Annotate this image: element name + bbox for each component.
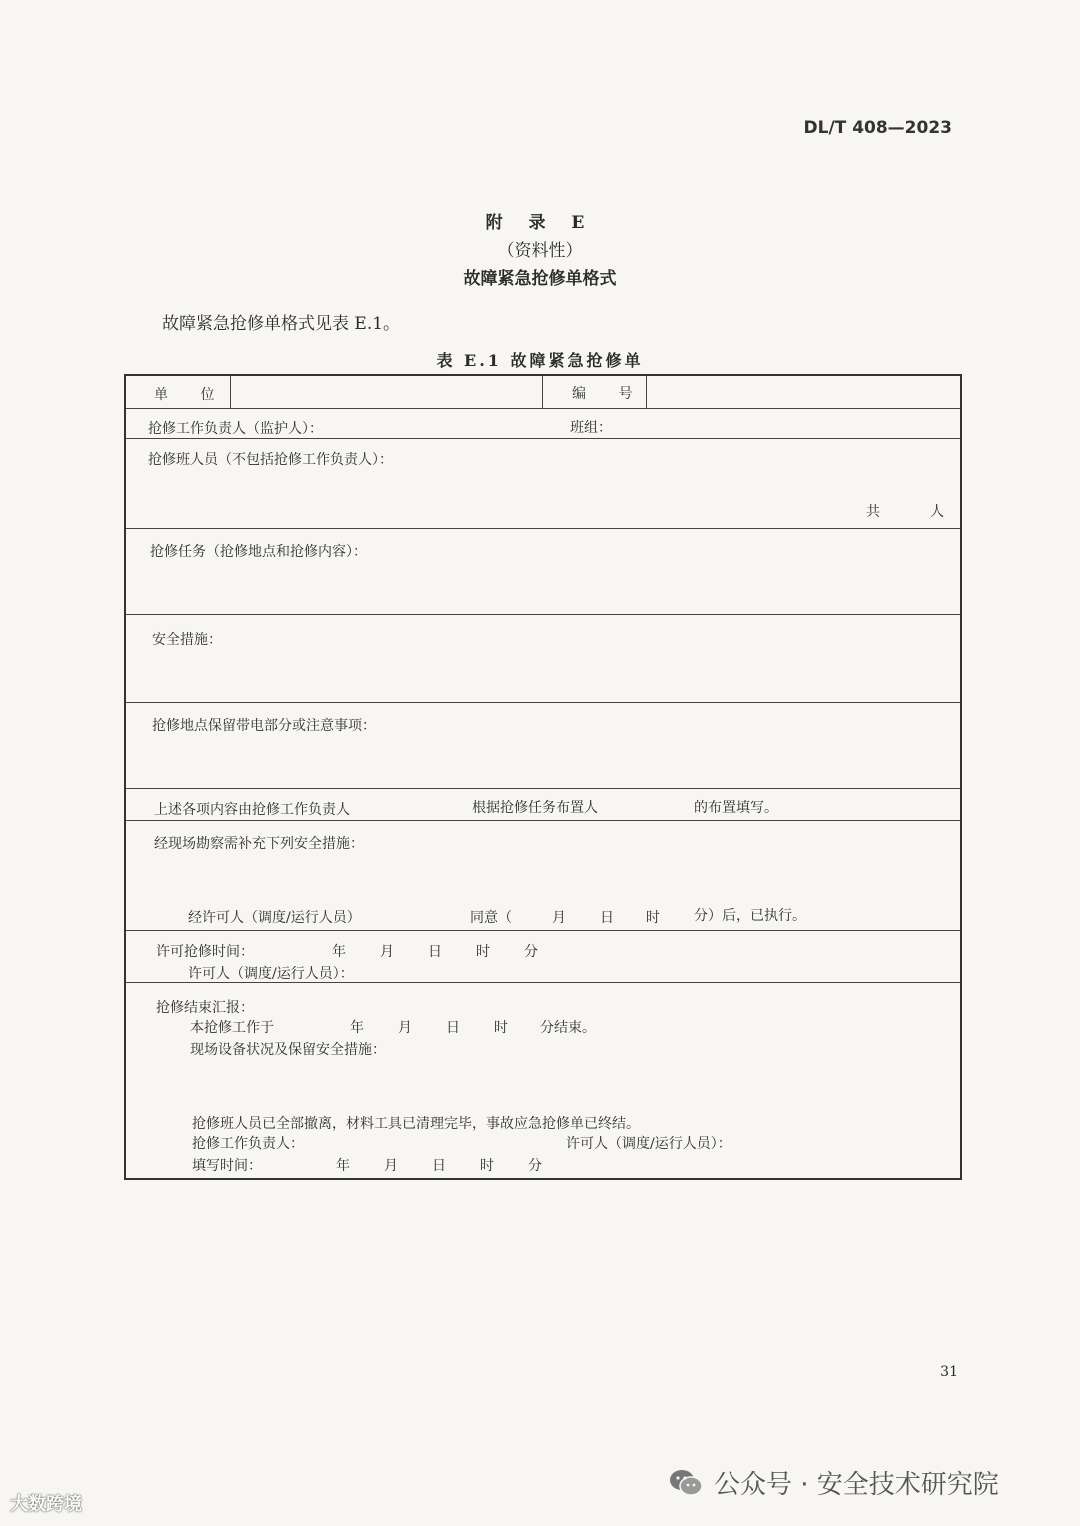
- live-parts-label: 抢修地点保留带电部分或注意事项：: [152, 718, 376, 734]
- standard-code: DL/T 408—2023: [803, 118, 952, 138]
- fill-time-label: 填写时间：: [192, 1158, 262, 1174]
- survey-label: 经现场勘察需补充下列安全措施：: [154, 836, 364, 852]
- fill-day: 日: [432, 1158, 446, 1174]
- status-label: 现场设备状况及保留安全措施：: [190, 1042, 386, 1058]
- appendix-title: 附 录 E: [485, 213, 595, 233]
- end-year: 年: [350, 1020, 364, 1036]
- after-exec: 分）后，已执行。: [694, 908, 806, 924]
- row-unit: [126, 376, 960, 408]
- divider: [542, 376, 543, 408]
- agree-hour: 时: [646, 910, 660, 926]
- fill-part2: 根据抢修任务布置人: [472, 800, 598, 816]
- watermark-left: 大数跨境: [10, 1494, 82, 1515]
- permitter-label: 许可人（调度/运行人员）：: [188, 966, 354, 982]
- appendix-type: （资料性）: [497, 241, 583, 261]
- fill-hour: 时: [480, 1158, 494, 1174]
- fill-part3: 的布置填写。: [694, 800, 778, 816]
- agree-label: 同意（: [470, 910, 512, 926]
- permit-year: 年: [332, 944, 346, 960]
- repair-form-table: [124, 374, 962, 1180]
- task-label: 抢修任务（抢修地点和抢修内容）：: [150, 544, 367, 560]
- agree-month: 月: [552, 910, 566, 926]
- row-members: [126, 438, 960, 529]
- number-label: 编 号: [572, 386, 647, 402]
- leader-label: 抢修工作负责人（监护人）：: [148, 421, 323, 437]
- fill-year: 年: [336, 1158, 350, 1174]
- end-minute: 分结束。: [540, 1020, 596, 1036]
- table-caption: 表 E.1 故障紧急抢修单: [436, 351, 644, 370]
- row-survey: [126, 820, 960, 931]
- watermark-right-text: 公众号 · 安全技术研究院: [714, 1470, 999, 1500]
- fill-minute: 分: [528, 1158, 542, 1174]
- row-fill-by: [126, 788, 960, 821]
- evacuated-text: 抢修班人员已全部撤离，材料工具已清理完毕，事故应急抢修单已终结。: [192, 1116, 640, 1132]
- row-safety: [126, 614, 960, 703]
- permit-minute: 分: [524, 944, 538, 960]
- row-permit-time: [126, 930, 960, 983]
- end-hour: 时: [494, 1020, 508, 1036]
- intro-text: 故障紧急抢修单格式见表 E.1。: [162, 314, 401, 334]
- row-end-report: [126, 982, 960, 1183]
- row-task: [126, 528, 960, 615]
- final-permitter-label: 许可人（调度/运行人员）：: [566, 1136, 732, 1152]
- end-day: 日: [446, 1020, 460, 1036]
- appendix-name: 故障紧急抢修单格式: [463, 269, 617, 289]
- work-at-label: 本抢修工作于: [190, 1020, 274, 1036]
- end-month: 月: [398, 1020, 412, 1036]
- page-number: 31: [940, 1364, 958, 1380]
- permit-month: 月: [380, 944, 394, 960]
- fill-part1: 上述各项内容由抢修工作负责人: [154, 802, 350, 818]
- safety-label: 安全措施：: [152, 632, 222, 648]
- final-leader-label: 抢修工作负责人：: [192, 1136, 304, 1152]
- unit-label: 单 位: [154, 387, 229, 403]
- members-label: 抢修班人员（不包括抢修工作负责人）：: [148, 452, 393, 468]
- permit-time-label: 许可抢修时间：: [156, 944, 254, 960]
- row-leader: [126, 408, 960, 439]
- wechat-icon: [668, 1468, 704, 1498]
- end-report-label: 抢修结束汇报：: [156, 1000, 254, 1016]
- team-label: 班组：: [570, 420, 612, 436]
- row-live-parts: [126, 702, 960, 789]
- total-label: 共: [866, 504, 880, 520]
- permit-day: 日: [428, 944, 442, 960]
- divider: [230, 376, 231, 408]
- agree-day: 日: [600, 910, 614, 926]
- watermark-right: [668, 1464, 999, 1501]
- permit-hour: 时: [476, 944, 490, 960]
- permit-person-line: 经许可人（调度/运行人员）: [188, 910, 361, 926]
- person-label: 人: [930, 504, 944, 520]
- divider: [646, 376, 647, 408]
- fill-month: 月: [384, 1158, 398, 1174]
